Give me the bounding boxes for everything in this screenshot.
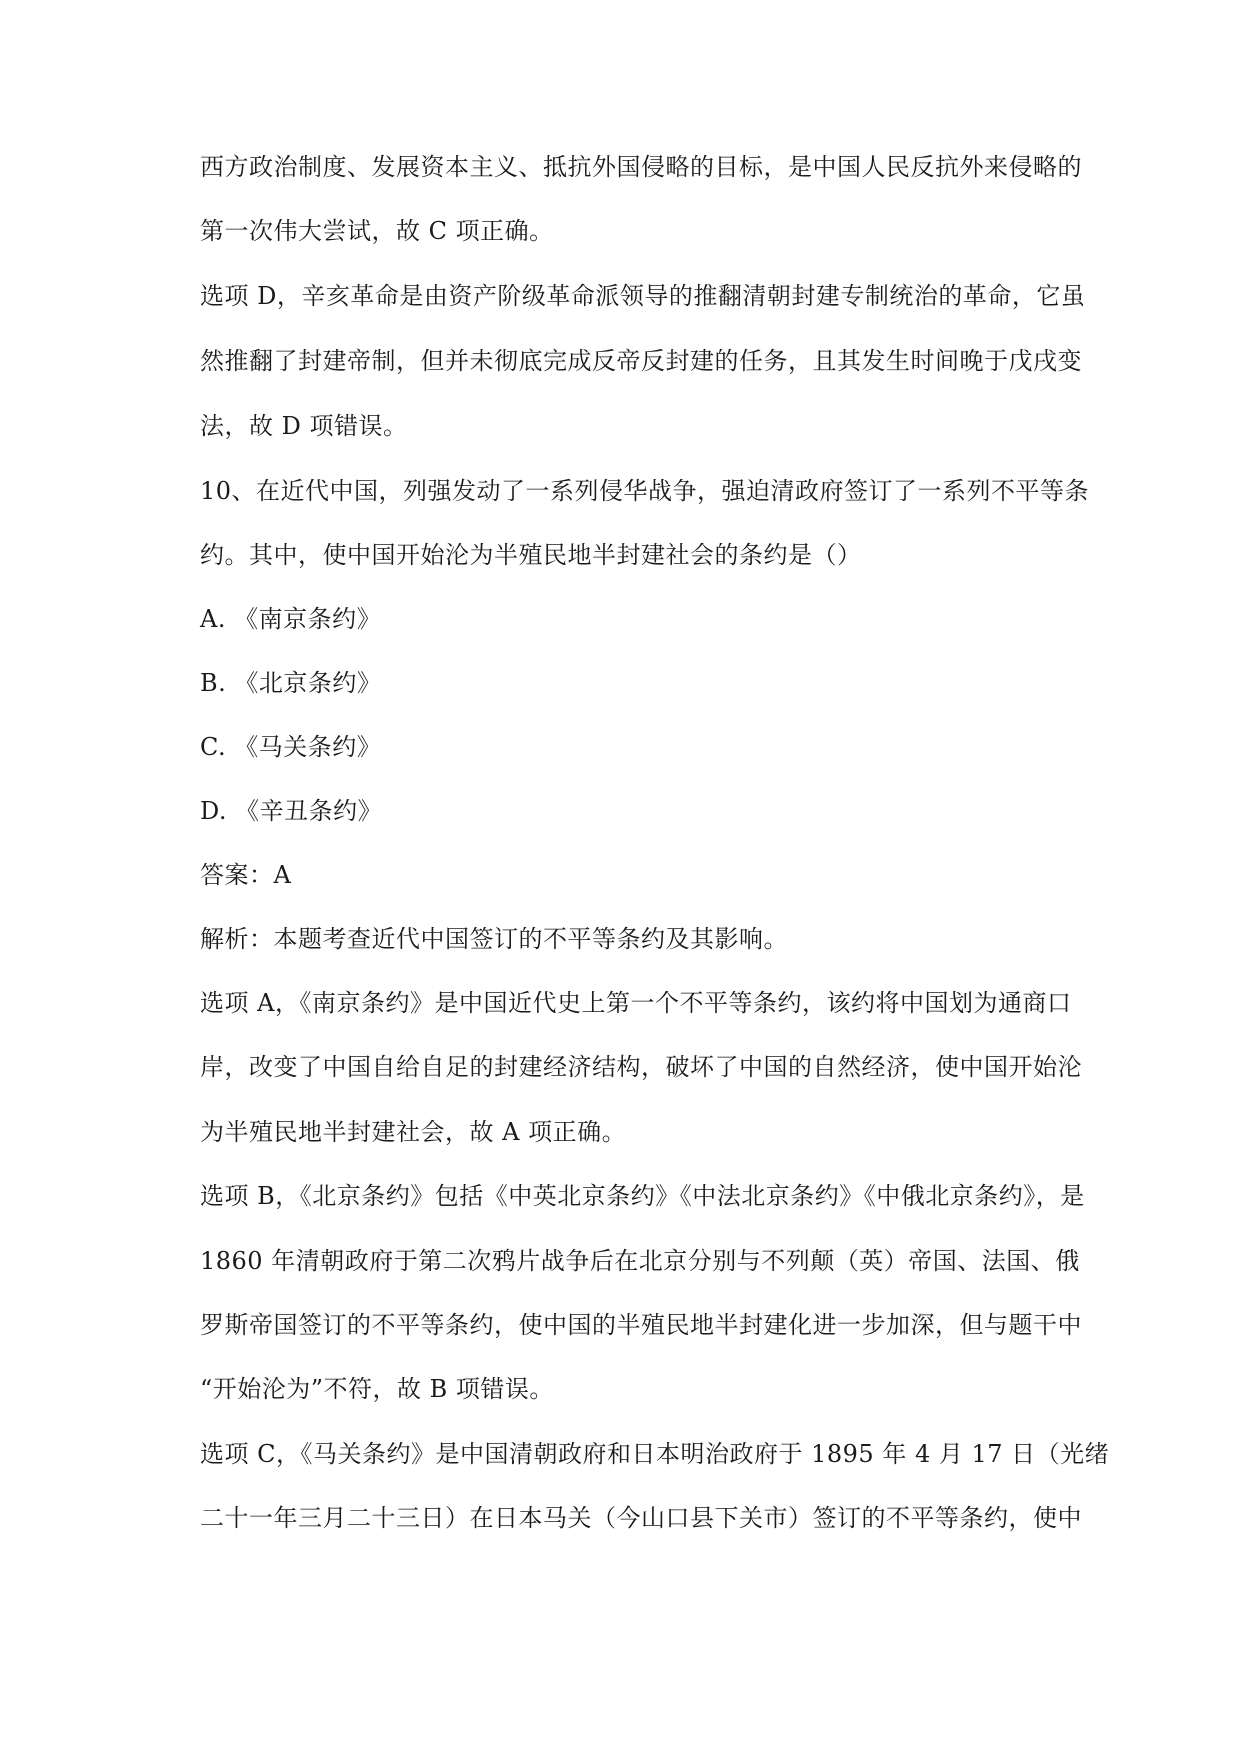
text-line: 选项 C，《马关条约》是中国清朝政府和日本明治政府于 1895 年 4 月 17 日（光绪 — [200, 1440, 1110, 1468]
option-c: C. 《马关条约》 — [200, 733, 382, 761]
text-line: 二十一年三月二十三日）在日本马关（今山口县下关市）签订的不平等条约，使中 — [200, 1504, 1082, 1532]
option-b: B. 《北京条约》 — [200, 669, 382, 697]
text-line: 法，故 D 项错误。 — [200, 412, 408, 440]
text-line: 选项 A，《南京条约》是中国近代史上第一个不平等条约，该约将中国划为通商口 — [200, 989, 1072, 1017]
text-line: 然推翻了封建帝制，但并未彻底完成反帝反封建的任务，且其发生时间晚于戊戌变 — [200, 347, 1082, 375]
text-line: 罗斯帝国签订的不平等条约，使中国的半殖民地半封建化进一步加深，但与题干中 — [200, 1311, 1082, 1339]
text-line: 第一次伟大尝试，故 C 项正确。 — [200, 217, 554, 245]
text-line: 选项 B，《北京条约》包括《中英北京条约》《中法北京条约》《中俄北京条约》，是 — [200, 1182, 1085, 1210]
option-a: A. 《南京条约》 — [200, 605, 382, 633]
option-d: D. 《辛丑条约》 — [200, 797, 383, 825]
text-line: 1860 年清朝政府于第二次鸦片战争后在北京分别与不列颠（英）帝国、法国、俄 — [200, 1247, 1080, 1275]
text-line: 为半殖民地半封建社会，故 A 项正确。 — [200, 1118, 627, 1146]
text-line: “开始沦为”不符，故 B 项错误。 — [200, 1375, 554, 1403]
analysis-text: 解析：本题考查近代中国签订的不平等条约及其影响。 — [200, 925, 788, 953]
text-line: 选项 D，辛亥革命是由资产阶级革命派领导的推翻清朝封建专制统治的革命，它虽 — [200, 282, 1086, 310]
question-text: 约。其中，使中国开始沦为半殖民地半封建社会的条约是（） — [200, 541, 862, 569]
answer: 答案：A — [200, 861, 292, 889]
text-line: 西方政治制度、发展资本主义、抵抗外国侵略的目标，是中国人民反抗外来侵略的 — [200, 153, 1082, 181]
text-line: 岸，改变了中国自给自足的封建经济结构，破坏了中国的自然经济，使中国开始沦 — [200, 1053, 1082, 1081]
question-text: 10、在近代中国，列强发动了一系列侵华战争，强迫清政府签订了一系列不平等条 — [200, 477, 1090, 505]
